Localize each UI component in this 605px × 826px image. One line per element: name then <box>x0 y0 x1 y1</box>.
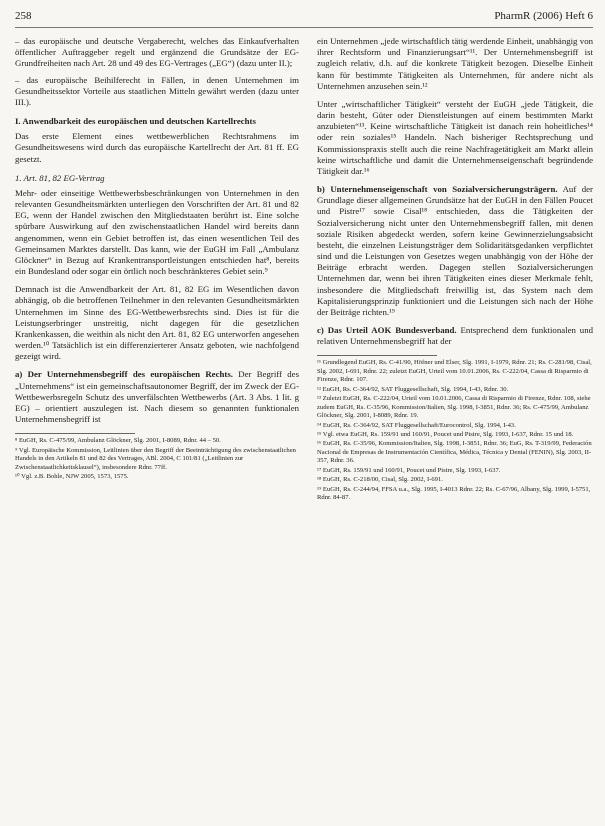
footnote-18: ¹⁸ EuGH, Rs. C-218/00, Cisal, Slg. 2002, I-691. <box>317 476 443 484</box>
header-rule <box>15 27 593 28</box>
bullet-vergaberecht: – das europäische und deutsche Vergaberecht, welches das Einkaufverhalten öffentlicher Auftraggeber regelt und ergänzend die Grundsätze der EG-Grundfreiheiten nach Art. 28 und 49 des EG-Vertrages („EG“) (dazu unter II.); <box>15 36 299 69</box>
left-column <box>15 36 299 483</box>
paragraph: ein Unternehmen „jede wirtschaftlich tätig werdende Einheit, unabhängig von ihrer Rechtsform und Finanzierungsart“¹¹. Der Unternehmensbegriff ist zugleich relativ, d.h. auf die konkrete Tätigkeit bezogen. Dieselbe Einheit kann für bestimmte Tätigkeiten als Unternehmen, für andere nicht als Unternehmen anzusehen sein.¹² <box>317 36 593 91</box>
paragraph-c <box>317 325 593 347</box>
footnote-14: ¹⁴ EuGH, Rs. C-364/92, SAT Fluggesellschaft/Eurocontrol, Slg. 1994, I-43. <box>317 421 516 429</box>
run-in-heading-c: c) Das Urteil AOK Bundesverband. <box>317 325 457 336</box>
footnote-rule <box>317 355 437 356</box>
footnote-10: ¹⁰ Vgl. z.B. Bohle, NJW 2005, 1573, 1575. <box>15 473 129 481</box>
paragraph: Demnach ist die Anwendbarkeit der Art. 81, 82 EG im Wesentlichen davon abhängig, ob die betroffenen Teilnehmer in den relevanten Gesundheitsmärkten Unternehmen im Sinne des EG-Wettbewerbsrechts sind. Dies ist für die Leistungserbringer unstreitig, nicht dagegen für die gesetzlichen Krankenkassen, die weithin als nicht den Art. 81, 82 EG unterworfen angesehen werden.¹⁰ Tatsächlich ist ein differenzierterer Ansatz geboten, wie nachfolgend gezeigt wird. <box>15 284 299 362</box>
page-header <box>0 0 605 34</box>
journal-title: PharmR (2006) Heft 6 <box>494 10 593 22</box>
paragraph: Das erste Element eines wettbewerblichen Rechtsrahmens im Gesundheitswesens wird durch das europäische Kartellrecht der Art. 81 ff. EG gesetzt. <box>15 131 299 164</box>
section-heading-I: I. Anwendbarkeit des europäischen und deutschen Kartellrechts <box>15 116 256 127</box>
footnote-8: ⁸ EuGH, Rs. C-475/99, Ambulanz Glöckner, Slg. 2001, I-8089, Rdnr. 44 – 50. <box>15 437 221 445</box>
footnote-12: ¹² EuGH, Rs. C-364/92, SAT Fluggesellschaft, Slg. 1994, I-43, Rdnr. 30. <box>317 385 509 393</box>
subsection-heading-1: 1. Art. 81, 82 EG-Vertrag <box>15 172 105 183</box>
footnote-15: ¹⁵ Vgl. etwa EuGH, Rs. 159/91 und 160/91, Poucet und Pistre, Slg. 1993, I-637, Rdnr. 15 und 18. <box>317 430 574 438</box>
right-column <box>317 36 593 503</box>
footnote-17: ¹⁷ EuGH, Rs. 159/91 und 160/91, Poucet und Pistre, Slg. 1993, I-637. <box>317 466 501 474</box>
footnote-11: ¹¹ Grundlegend EuGH, Rs. C-41/90, Höfner und Elser, Slg. 1991, I-1979, Rdnr. 21; Rs. C-281/98, Cisal, Slg. 2002, I-691, Rdnr. 22; zuletzt EuGH, Urteil vom 10.01.2006, Rs. C-222/04, Cassa di Risparmio di Firenze, Rdnr. 107. <box>317 359 592 384</box>
footnote-9: ⁹ Vgl. Europäische Kommission, Leitlinien über den Begriff der Beeinträchtigung des zwischenstaatlichen Handels in den Artikeln 81 und 82 des Vertrages, ABl. 2004, C 101/81 („Leitlinien zur Zwischenstaatlichkeitsklausel“), insbesondere Rdnr. 77ff. <box>15 446 296 471</box>
footnotes-left <box>15 437 299 481</box>
paragraph-text: Auf der Grundlage dieser allgemeinen Grundsätze hat der EuGH in den Fällen Poucet und Pistre¹⁷ sowie Cisal¹⁸ entschieden, dass die Tätigkeiten der Sozialversicherung nicht unter den Unternehmensbegriff fallen, mit denen soziale Risiken abgedeckt werden, sofern keine Gewinnerzielungsabsicht besteht, die einzelnen Leistungsträger dem Solidaritätsgedanken verpflichtet sind und die Leistungen von Gesetzes wegen unabhängig von der Höhe der Beiträge erbracht werden. Dagegen stellen Sozialversicherungen Unternehmen dar, wenn bei ihren Tätigkeiten eines dieser Merkmale fehlt, insbesondere die Mitgliedschaft freiwillig ist, das System nach dem Kapitalisierungsprinzip funktioniert und die Leistungen sich nach der Höhe der Beiträge richten.¹⁹ <box>317 184 593 317</box>
paragraph: Unter „wirtschaftlicher Tätigkeit“ versteht der EuGH „jede Tätigkeit, die darin besteht, Güter oder Dienstleistungen auf einem bestimmten Markt anzubieten“¹³. Keine wirtschaftliche Tätigkeit ist danach rein hoheitliches¹⁴ oder rein soziales¹⁵ Handeln. Nach bisheriger Rechtsprechung und Kommissionspraxis stellt auch die reine Nachfragetätigkeit am Markt allein keine wirtschaftliche und damit die Unternehmenseigenschaft begründende Tätigkeit dar.¹⁶ <box>317 98 593 176</box>
run-in-heading-a: a) Der Unternehmensbegriff des europäischen Rechts. <box>15 369 233 380</box>
footnote-13: ¹³ Zuletzt EuGH, Rs. C-222/04, Urteil vom 10.01.2006, Cassa di Risparmio di Firenze, Rdnr. 108, siehe zudem EuGH, Rs. C-35/96, Kommission/Italien, Slg. 1998, I-3851, Rdnr. 36; Rs. C-475/99, Ambulanz Glöckner, Slg. 2001, I-8089, Rdnr. 19. <box>317 395 591 420</box>
paragraph: Mehr- oder einseitige Wettbewerbsbeschränkungen von Unternehmen in den relevanten Gesundheitsmärkten unterliegen den Vorschriften der Art. 81 und 82 EG, wenn der Handel zwischen den Mitgliedstaaten berührt ist. Eine solche spürbare Auswirkung auf den zwischenstaatlichen Handel wird bereits dann angenommen, wenn ein Gebiet betroffen ist, das einen wesentlichen Teil des Gemeinsamen Marktes darstellt. Das kann, wie der EuGH im Fall „Ambulanz Glöckner“ in Bezug auf Krankentransportleistungen entschieden hat⁸, bereits ein Bundesland oder sogar ein örtlich noch beschränkteres Gebiet sein.⁹ <box>15 187 299 277</box>
footnote-rule <box>15 433 135 434</box>
bullet-beihilferecht: – das europäische Beihilferecht in Fällen, in denen Unternehmen im Gesundheitssektor Vorteile aus staatlichen Mitteln gewährt werden (dazu unter III.). <box>15 74 299 107</box>
footnotes-right <box>317 359 593 502</box>
page-number: 258 <box>15 10 32 22</box>
run-in-heading-b: b) Unternehmenseigenschaft von Sozialversicherungsträgern. <box>317 184 558 195</box>
footnote-19: ¹⁹ EuGH, Rs. C-244/94, FFSA u.a., Slg. 1995, I-4013 Rdnr. 22; Rs. C-67/96, Albany, Slg. 1999, I-5751, Rdnr. 84-87. <box>317 485 591 502</box>
paragraph-text: Entsprechend dem funktionalen und relativen Unternehmensbegriff hat der <box>317 325 594 347</box>
paragraph-text: Der Begriff des „Unternehmens“ ist ein gemeinschaftsautonomer Begriff, der im Zweck der EG-Wettbewerbsregeln Schutz des unverfälschten Wettbewerbs (Art. 3 Abs. 1 lit. g EG) – orientiert auszulegen ist. Nach diesem so genannten funktionalen Unternehmensbegriff ist <box>15 369 299 425</box>
paragraph-a <box>15 369 299 425</box>
footnote-16: ¹⁶ EuGH, Rs. C-35/96, Kommission/Italien, Slg. 1998, I-3851, Rdnr. 36; EuG, Rs. T-319/99, Federación Nacional de Empresas de Instrumentación Científica, Médica, Técnica y Dental (FENIN), Slg. 2003, II-357, Rdnr. 36. <box>317 440 592 465</box>
paragraph-b <box>317 184 593 318</box>
